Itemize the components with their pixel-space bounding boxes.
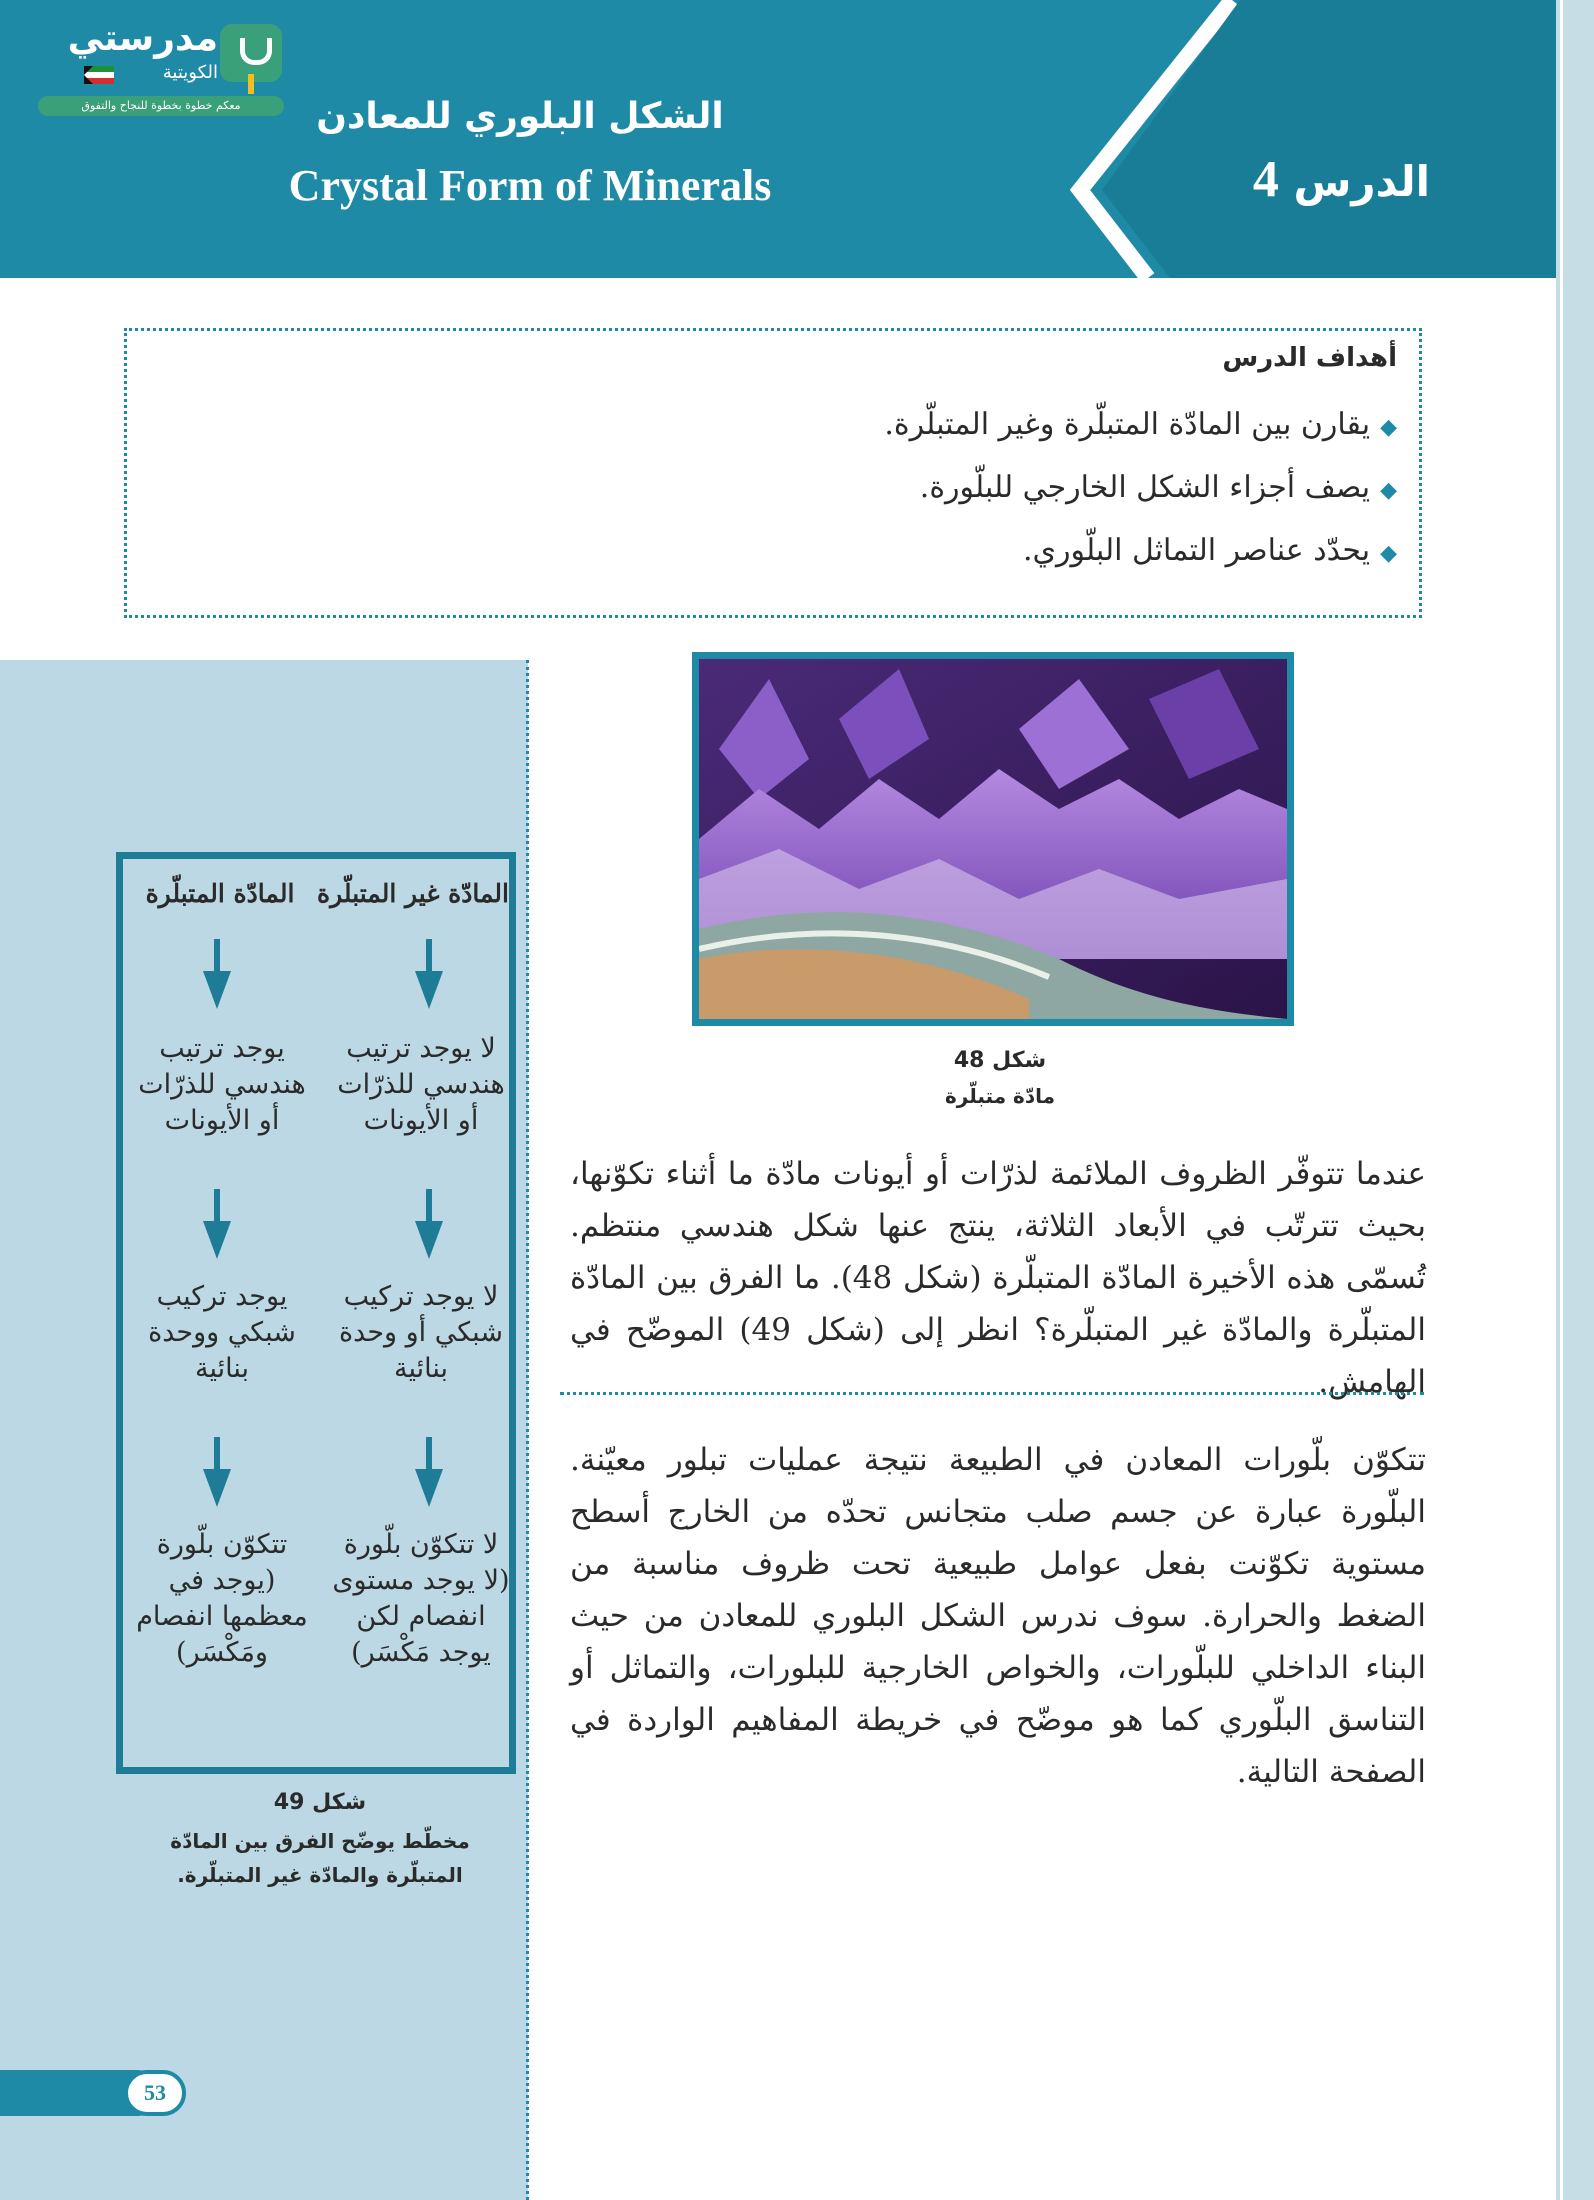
body-paragraph: تتكوّن بلّورات المعادن في الطبيعة نتيجة عمليات تبلور معيّنة. البلّورة عبارة عن جسم صلب متجانس تحدّه من الخارج أسطح مستوية تكوّنت بفعل عوامل طبيعية تحت ظروف مناسبة من الضغط والحرارة. سوف ندرس الشكل البلوري للمعادن من حيث البناء الداخلي للبلّورات، والخواص الخارجية للبلورات، والتماثل أو التناسق البلّوري كما هو موضّح في خريطة المفاهيم الواردة في الصفحة التالية. [570,1442,1426,1790]
flowchart-heading-crystalline: المادّة المتبلّرة [145,879,295,908]
figure49-label: شكل 49 [273,1790,367,1815]
sidebar-divider [526,660,529,2200]
objectives-box [124,328,1422,618]
figure48-label: شكل 48 [953,1048,1047,1073]
arrow-down-icon [415,1469,443,1507]
logo-tagline: معكم خطوة بخطوة للنجاح والتفوق [38,96,284,116]
comparison-flowchart [116,852,516,1774]
arrow-down-icon [203,1469,231,1507]
logo-name: مدرستي [67,18,218,59]
flowchart-step-noncrystalline: لا يوجد ترتيب هندسي للذرّات أو الأيونات [337,1033,505,1136]
objectives-heading: أهداف الدرس [1222,343,1397,373]
arrow-down-icon [426,1437,432,1473]
arrow-down-icon [426,1189,432,1225]
objectives-list [297,395,1397,584]
site-logo [34,18,284,118]
body-paragraph: عندما تتوفّر الظروف الملائمة لذرّات أو أيونات مادّة ما أثناء تكوّنها، بحيث تترتّب في الأبعاد الثلاثة، ينتج عنها شكل هندسي منتظم. تُسمّى هذه الأخيرة المادّة المتبلّرة (شكل 48). ما الفرق بين المادّة المتبلّرة والمادّة غير المتبلّرة؟ انظر إلى (شكل 49) الموضّح في الهامش. [570,1156,1426,1400]
arrow-down-icon [426,939,432,975]
flowchart-step-crystalline: يوجد ترتيب هندسي للذرّات أو الأيونات [138,1033,306,1136]
objective-item: ◆يحدّد عناصر التماثل البلّوري. [1022,533,1397,568]
objective-item: ◆يصف أجزاء الشكل الخارجي للبلّورة. [919,470,1397,505]
objective-item: ◆يقارن بين المادّة المتبلّرة وغير المتبلّرة. [884,407,1397,442]
amethyst-crystal-image [699,659,1287,1019]
flowchart-step-noncrystalline: لا يوجد تركيب شبكي أو وحدة بنائية [339,1281,503,1384]
kuwait-flag-icon [84,66,114,84]
diamond-bullet-icon: ◆ [1380,478,1397,503]
arrow-down-icon [214,939,220,975]
flowchart-step-crystalline: تتكوّن بلّورة (يوجد في معظمها انفصام ومَكْسَر) [136,1529,308,1668]
arrow-down-icon [214,1189,220,1225]
logo-mark-icon [220,24,282,82]
figure49-caption: مخطّط يوضّح الفرق بين المادّة المتبلّرة والمادّة غير المتبلّرة. [170,1829,470,1887]
lesson-label [1240,150,1430,209]
arrow-down-icon [214,1437,220,1473]
diamond-bullet-icon: ◆ [1380,541,1397,566]
lesson-header [0,0,1556,278]
amethyst-photo [692,652,1294,1026]
lesson-title-english: Crystal Form of Minerals [288,161,772,210]
page-number: 53 [124,2070,186,2116]
page-edge-line [1560,0,1563,2200]
figure48-caption: مادّة متبلّرة [944,1084,1056,1108]
flowchart-step-crystalline: يوجد تركيب شبكي ووحدة بنائية [148,1281,296,1384]
arrow-down-icon [415,971,443,1009]
lesson-title-arabic: الشكل البلوري للمعادن [316,96,724,137]
text-divider [560,1392,1424,1395]
diamond-bullet-icon: ◆ [1380,415,1397,440]
flowchart-heading-noncrystalline: المادّة غير المتبلّرة [317,879,509,908]
logo-subtitle: الكويتية [162,62,218,83]
arrow-down-icon [203,1221,231,1259]
lesson-label-text: الدرس [1293,157,1430,206]
lesson-number: 4 [1252,151,1279,208]
flowchart-step-noncrystalline: لا تتكوّن بلّورة (لا يوجد مستوى انفصام لكن يوجد مَكْسَر) [332,1529,510,1668]
arrow-down-icon [203,971,231,1009]
arrow-down-icon [415,1221,443,1259]
